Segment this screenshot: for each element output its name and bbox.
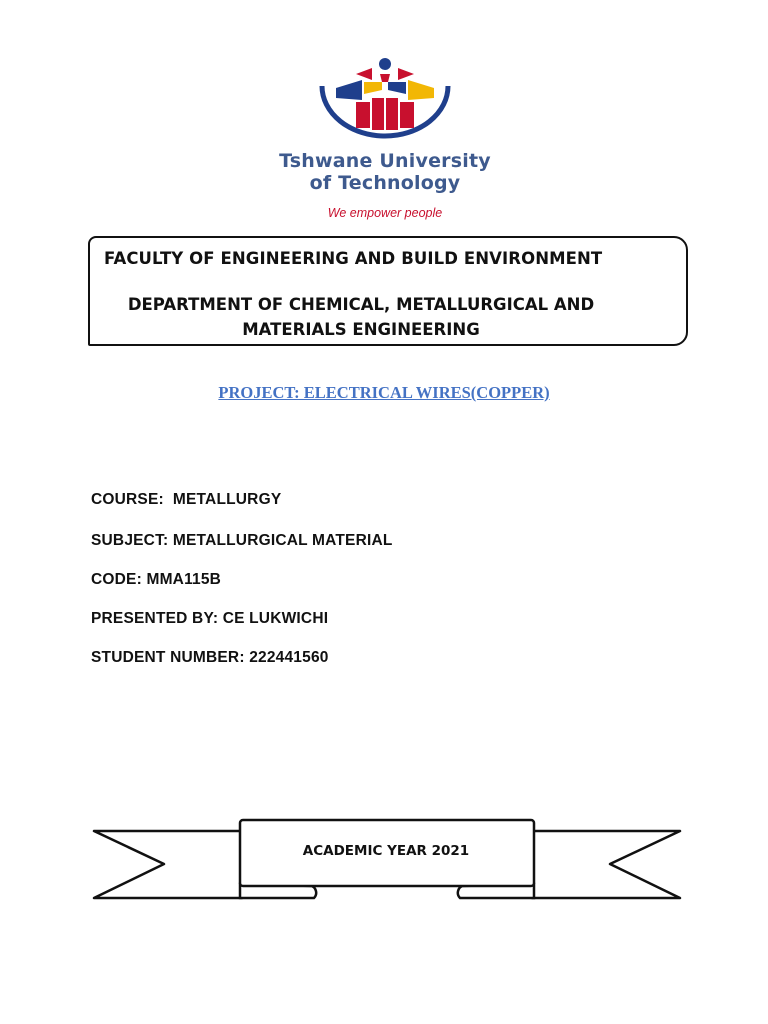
detail-presented-by: [91, 610, 328, 628]
detail-value: 222441560: [249, 649, 329, 666]
department-line2: MATERIALS ENGINEERING: [242, 320, 480, 339]
detail-value: METALLURGICAL MATERIAL: [172, 532, 393, 549]
university-logo: [314, 56, 456, 142]
detail-label: CODE:: [91, 571, 147, 588]
faculty-heading: FACULTY OF ENGINEERING AND BUILD ENVIRONMENT: [104, 249, 603, 268]
detail-label: STUDENT NUMBER:: [91, 649, 250, 666]
detail-value: MMA115B: [146, 571, 222, 588]
academic-year-text: ACADEMIC YEAR 2021: [302, 843, 470, 859]
university-name-line2: of Technology: [309, 172, 461, 194]
project-title: PROJECT: ELECTRICAL WIRES(COPPER): [218, 383, 550, 402]
detail-subject: [91, 532, 393, 550]
university-name: [230, 150, 540, 194]
department-heading: [110, 292, 612, 342]
detail-label: COURSE:: [91, 491, 173, 508]
department-line1: DEPARTMENT OF CHEMICAL, METALLURGICAL AND: [127, 295, 595, 314]
detail-label: SUBJECT:: [91, 532, 173, 549]
detail-student-number: [91, 649, 329, 667]
academic-year-banner: [92, 816, 682, 902]
detail-course: [91, 491, 281, 509]
detail-label: PRESENTED BY:: [91, 610, 223, 627]
university-tagline: We empower people: [327, 206, 443, 220]
detail-value: METALLURGY: [172, 491, 282, 508]
detail-code: [91, 571, 221, 589]
detail-value: CE LUKWICHI: [222, 610, 329, 627]
university-name-line1: Tshwane University: [279, 150, 491, 172]
